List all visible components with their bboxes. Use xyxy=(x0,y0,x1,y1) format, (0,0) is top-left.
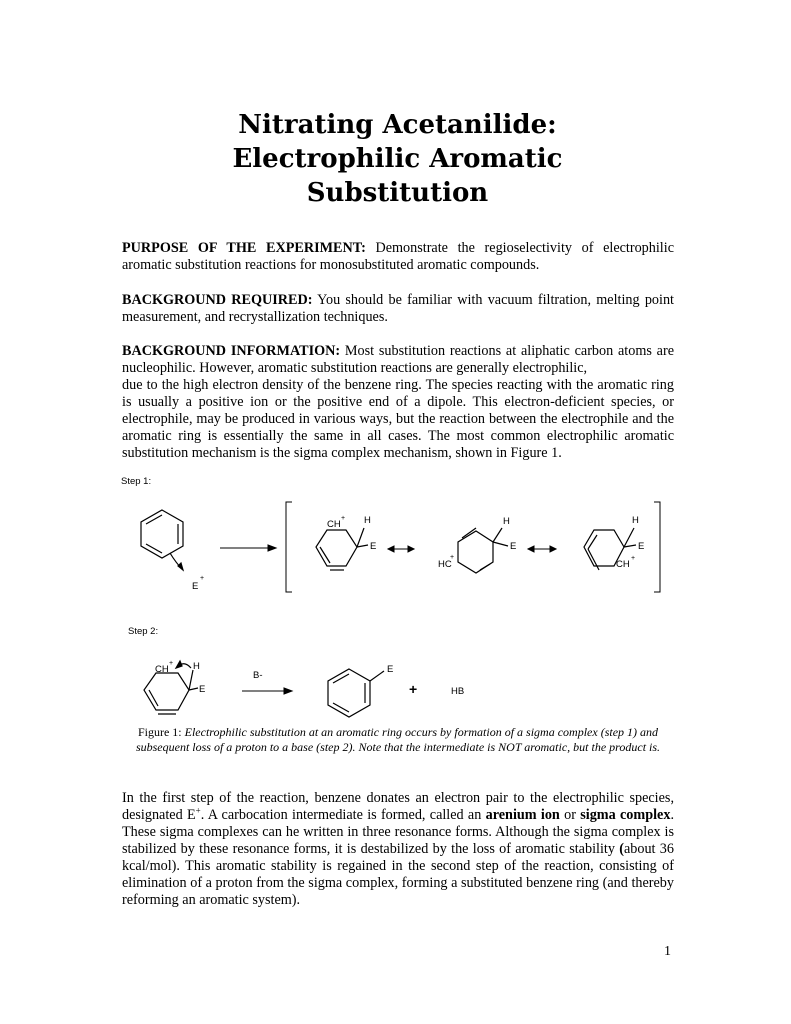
electrophile-label: E xyxy=(192,581,199,592)
form3-ch-label: CH xyxy=(616,559,630,570)
body-text-2: . A carbocation intermediate is formed, called an xyxy=(200,807,486,823)
hb-label: HB xyxy=(451,686,465,697)
body-text-or: or xyxy=(559,807,581,823)
plus-sign: + xyxy=(409,681,418,697)
background-required-text: You should be familiar with vacuum filtration, melting point measurement, and recrystallization techniques. xyxy=(122,292,675,325)
form2-charge: + xyxy=(450,554,455,561)
resonance-form-2 xyxy=(458,528,508,573)
figure-caption xyxy=(122,725,674,755)
background-info-label: BACKGROUND INFORMATION: xyxy=(122,343,341,359)
body-paragraph xyxy=(122,790,674,909)
product-substituted-benzene xyxy=(328,669,384,717)
resonance-arrow-2 xyxy=(528,546,556,552)
title-line-3: Substitution xyxy=(306,178,489,208)
base-label: B- xyxy=(253,670,263,681)
left-bracket xyxy=(286,502,292,592)
background-info-line-1: Most substitution reactions at aliphatic carbon atoms are nucleophilic. However, aromatic substitution reactions are generally electrophilic, xyxy=(122,343,674,376)
term-sigma-complex: sigma complex xyxy=(580,807,671,823)
caption-prefix: Figure 1: xyxy=(137,725,185,739)
electrophile-charge: + xyxy=(200,575,205,582)
step2-ch-label: CH xyxy=(155,664,169,675)
step2-e-label: E xyxy=(199,684,206,695)
form3-h-label: H xyxy=(632,515,639,526)
body-text-1: In the first step of the reaction, benzene donates an electron pair to the electrophilic species, designated E xyxy=(122,790,674,823)
form1-ch-label: CH xyxy=(327,519,341,530)
body-superscript: + xyxy=(195,805,201,816)
form2-e-label: E xyxy=(510,541,517,552)
resonance-form-1 xyxy=(316,528,368,570)
purpose-text: Demonstrate the regioselectivity of electrophilic aromatic substitution reactions for monosubstituted aromatic compounds. xyxy=(122,240,674,273)
title-line-2: Electrophilic Aromatic xyxy=(232,144,563,174)
resonance-arrow-1 xyxy=(388,546,414,552)
form1-charge: + xyxy=(341,515,346,522)
form3-charge: + xyxy=(631,555,636,562)
form2-h-label: H xyxy=(503,516,510,527)
term-arenium-ion: arenium ion xyxy=(485,807,560,823)
body-text-4: about 36 kcal/mol). This aromatic stability is regained in the second step of the reaction, consisting of elimination of a proton from the sigma complex, forming a substituted benzene ring (and thereby reforming an aromatic system). xyxy=(122,841,674,908)
caption-text: Electrophilic substitution at an aromatic ring occurs by formation of a sigma complex (step 1) and subsequent loss of a proton to a base (step 2). Note that the intermediate is NOT aromatic, but the product is. xyxy=(135,725,661,754)
benzene-reactant xyxy=(141,510,183,570)
title-line-1: Nitrating Acetanilide: xyxy=(238,110,557,140)
form2-hc-label: HC xyxy=(438,559,452,570)
form3-e-label: E xyxy=(638,541,645,552)
form1-h-label: H xyxy=(364,515,371,526)
body-text-3: . These sigma complexes can he written in three resonance forms. Although the sigma complex is stabilized by these resonance forms, it is destabilized by the loss of aromatic stability xyxy=(122,807,674,857)
step2-charge: + xyxy=(169,660,174,667)
right-bracket xyxy=(654,502,660,592)
reaction-arrow-step-2 xyxy=(242,688,292,694)
step2-sigma-complex xyxy=(144,661,198,714)
purpose-label: PURPOSE OF THE EXPERIMENT: xyxy=(122,240,366,256)
page-number: 1 xyxy=(664,944,671,959)
step-1-label: Step 1: xyxy=(121,476,152,487)
step-2-label: Step 2: xyxy=(128,626,159,637)
background-info-line-2: due to the high electron density of the benzene ring. The species reacting with the aromatic ring is usually a positive ion or the positive end of a dipole. This electron-deficient species, or electrophile, may be produced in various ways, but the reaction between the electrophile and the aromatic ring is essentially the same in all cases. The most common electrophilic aromatic substitution mechanism is the sigma complex mechanism, shown in Figure 1. xyxy=(122,377,674,461)
form1-e-label: E xyxy=(370,541,377,552)
body-bold-paren: ( xyxy=(619,841,624,857)
reaction-arrow-step-1 xyxy=(220,545,276,551)
step2-h-label: H xyxy=(193,661,200,672)
background-required-label: BACKGROUND REQUIRED: xyxy=(122,292,313,308)
product-e-label: E xyxy=(387,664,394,675)
